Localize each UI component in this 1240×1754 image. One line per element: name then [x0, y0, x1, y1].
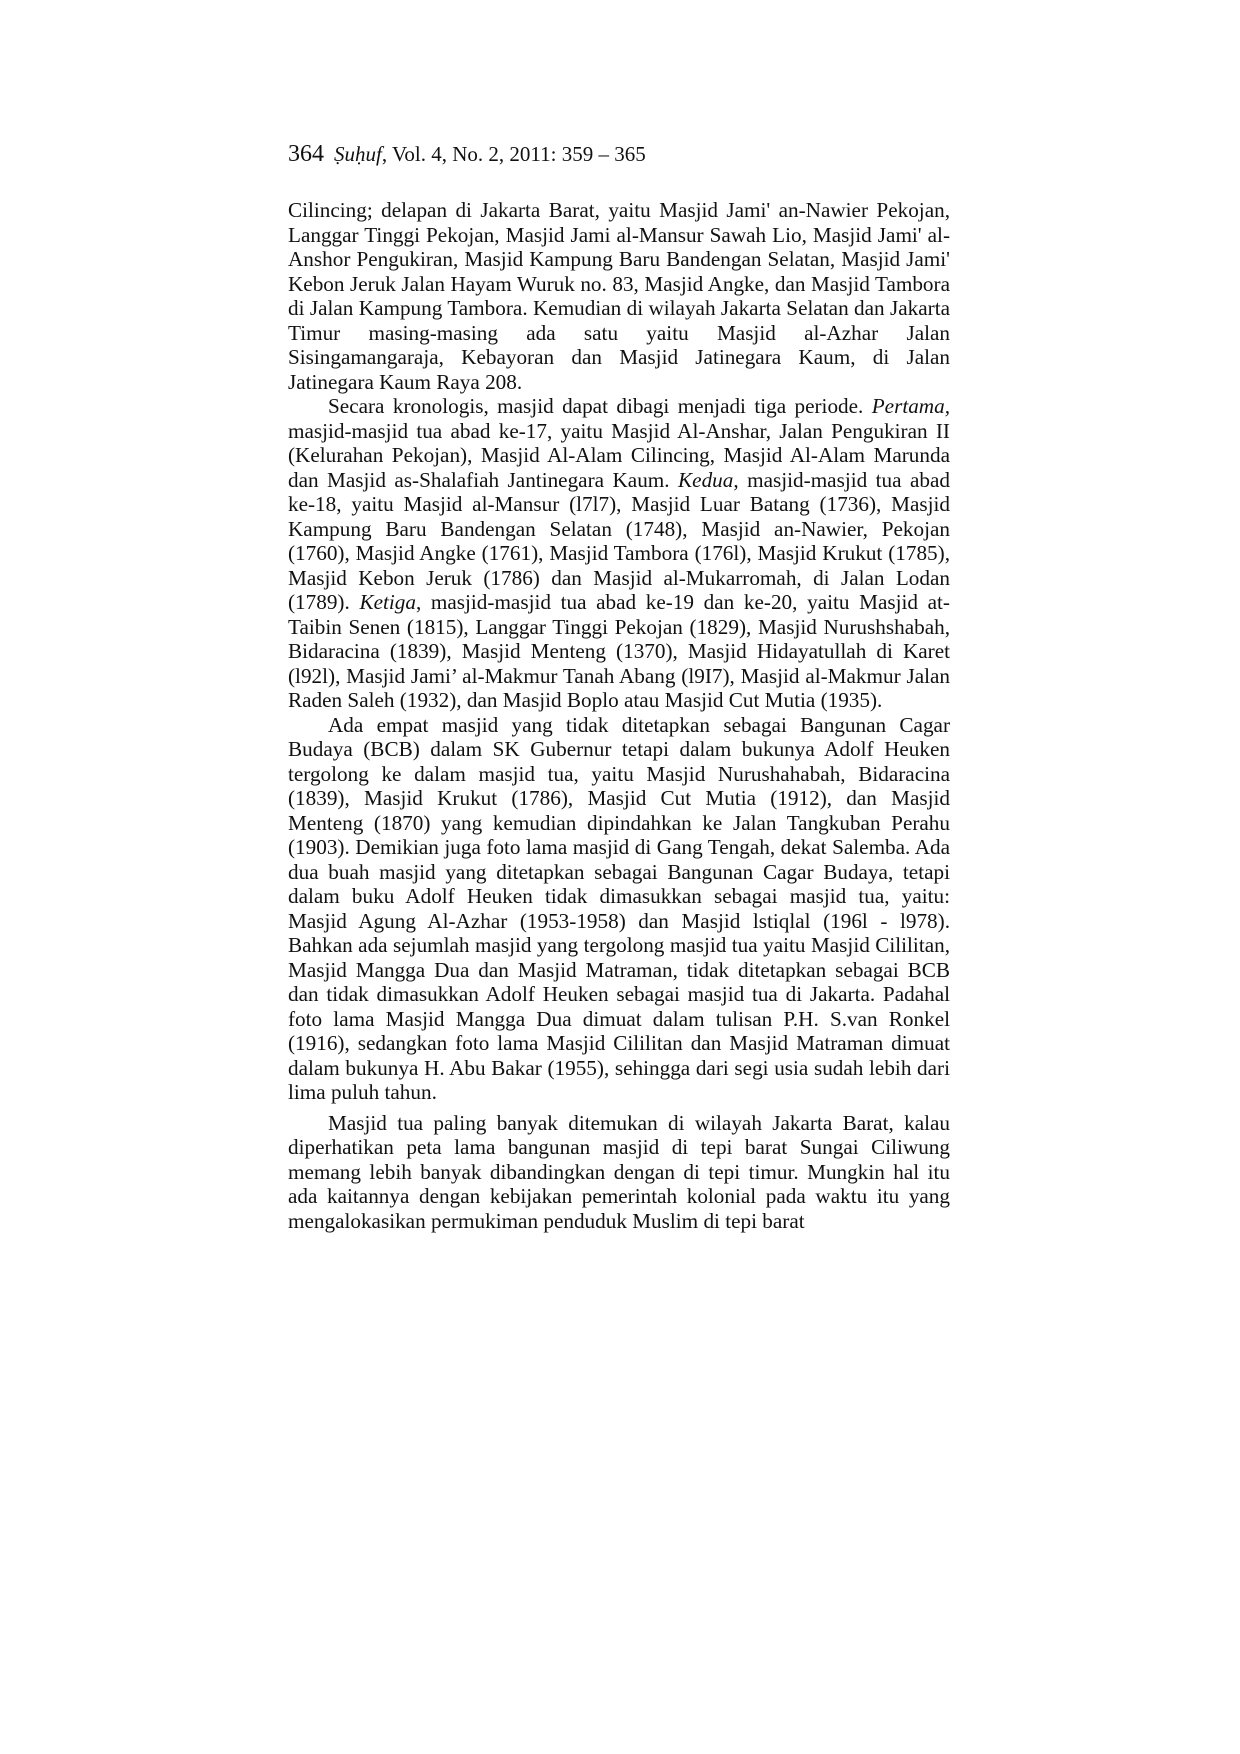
paragraph-2-emphasis-pertama: Pertama, — [871, 394, 950, 418]
page-number: 364 — [288, 141, 324, 167]
citation-details: , Vol. 4, No. 2, 2011: 359 – 365 — [381, 142, 646, 166]
paragraph-4: Masjid tua paling banyak ditemukan di wilayah Jakarta Barat, kalau diperhatikan peta lama bangunan masjid di tepi barat Sungai Ciliwung memang lebih banyak dibandingkan dengan di tepi timur. Mungkin hal itu ada kaitannya dengan kebijakan pemerintah kolonial pada waktu itu yang mengalokasikan permukiman penduduk Muslim di tepi barat — [288, 1110, 950, 1233]
paragraph-2-part-1: Secara kronologis, masjid dapat dibagi menjadi tiga periode. — [328, 394, 872, 418]
paragraph-2-part-3: , masjid-masjid tua abad ke-18, yaitu Masjid al-Mansur (l7l7), Masjid Luar Batang (1736), Masjid Kampung Baru Bandengan Selatan (1748), Masjid an-Nawier, Pekojan (1760), Masjid Angke (1761), Masjid Tambora (176l), Masjid Krukut (1785), Masjid Kebon Jeruk (1786) dan Masjid al-Mukarromah, di Jalan Lodan (1789). — [288, 467, 950, 614]
body-text — [288, 198, 950, 1233]
paragraph-2 — [288, 394, 950, 713]
paragraph-1: Cilincing; delapan di Jakarta Barat, yaitu Masjid Jami' an-Nawier Pekojan, Langgar Tinggi Pekojan, Masjid Jami al-Mansur Sawah Lio, Masjid Jami' al-Anshor Pengukiran, Masjid Kampung Baru Bandengan Selatan, Masjid Jami' Kebon Jeruk Jalan Hayam Wuruk no. 83, Masjid Angke, dan Masjid Tambora di Jalan Kampung Tambora. Kemudian di wilayah Jakarta Selatan dan Jakarta Timur masing-masing ada satu yaitu Masjid al-Azhar Jalan Sisingamangaraja, Kebayoran dan Masjid Jatinegara Kaum, di Jalan Jatinegara Kaum Raya 208. — [288, 198, 950, 394]
paragraph-2-emphasis-ketiga: Ketiga — [359, 590, 416, 614]
journal-title: Ṣuḥuf — [334, 142, 382, 166]
paragraph-3: Ada empat masjid yang tidak ditetapkan sebagai Bangunan Cagar Budaya (BCB) dalam SK Gubernur tetapi dalam bukunya Adolf Heuken tergolong ke dalam masjid tua, yaitu Masjid Nurushahabah, Bidaracina (1839), Masjid Krukut (1786), Masjid Cut Mutia (1912), dan Masjid Menteng (1870) yang kemudian dipindahkan ke Jalan Tangkuban Perahu (1903). Demikian juga foto lama masjid di Gang Tengah, dekat Salemba. Ada dua buah masjid yang ditetapkan sebagai Bangunan Cagar Budaya, tetapi dalam buku Adolf Heuken tidak dimasukkan sebagai masjid tua, yaitu: Masjid Agung Al-Azhar (1953-1958) dan Masjid lstiqlal (196l - l978). Bahkan ada sejumlah masjid yang tergolong masjid tua yaitu Masjid Cililitan, Masjid Mangga Dua dan Masjid Matraman, tidak ditetapkan sebagai BCB dan tidak dimasukkan Adolf Heuken sebagai masjid tua di Jakarta. Padahal foto lama Masjid Mangga Dua dimuat dalam tulisan P.H. S.van Ronkel (1916), sedangkan foto lama Masjid Cililitan dan Masjid Matraman dimuat dalam bukunya H. Abu Bakar (1955), sehingga dari segi usia sudah lebih dari lima puluh tahun. — [288, 712, 950, 1104]
paragraph-2-part-4: , masjid-masjid tua abad ke-19 dan ke-20, yaitu Masjid at-Taibin Senen (1815), Langgar Tinggi Pekojan (1829), Masjid Nurushshabah, Bidaracina (1839), Masjid Menteng (1370), Masjid Hidayatullah di Karet (l92l), Masjid Jami’ al-Makmur Tanah Abang (l9I7), Masjid al-Makmur Jalan Raden Saleh (1932), dan Masjid Boplo atau Masjid Cut Mutia (1935). — [288, 590, 950, 712]
paragraph-2-part-2: masjid-masjid tua abad ke-17, yaitu Masjid Al-Anshar, Jalan Pengukiran II (Kelurahan Pekojan), Masjid Al-Alam Cilincing, Masjid Al-Alam Marunda dan Masjid as-Shalafiah Jantinegara Kaum. — [288, 418, 950, 492]
running-header — [288, 140, 948, 168]
paragraph-2-emphasis-kedua: Kedua — [678, 467, 734, 492]
